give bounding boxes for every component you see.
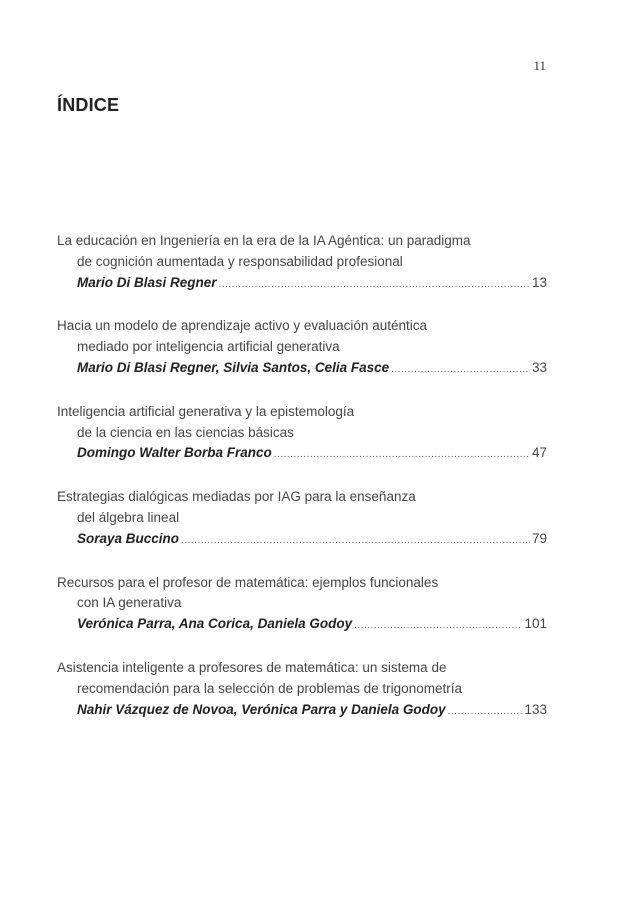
table-of-contents — [57, 231, 547, 743]
toc-entry[interactable] — [57, 402, 547, 466]
dot-leader — [354, 616, 522, 637]
entry-title-line: Recursos para el profesor de matemática: ejemplos funcionales — [57, 574, 439, 590]
author-line — [57, 443, 547, 466]
entry-page-number[interactable]: 133 — [524, 701, 547, 717]
entry-title-line: del álgebra lineal — [77, 509, 180, 525]
entry-authors: Mario Di Blasi Regner — [77, 274, 217, 290]
entry-page-number[interactable]: 47 — [531, 445, 547, 461]
page-title: ÍNDICE — [57, 95, 120, 115]
entry-title-line: Asistencia inteligente a profesores de matemática: un sistema de — [57, 659, 447, 675]
toc-entry[interactable] — [57, 316, 547, 380]
entry-authors: Domingo Walter Borba Franco — [77, 445, 272, 461]
entry-page-number[interactable]: 33 — [531, 359, 547, 375]
author-line — [57, 700, 547, 723]
dot-leader — [219, 275, 530, 296]
dot-leader — [448, 702, 523, 723]
entry-title-line: Hacia un modelo de aprendizaje activo y evaluación auténtica — [57, 318, 427, 334]
entry-title-line: mediado por inteligencia artificial generativa — [77, 339, 340, 355]
entry-title-line: La educación en Ingeniería en la era de la IA Agéntica: un paradigma — [57, 233, 471, 248]
toc-entry[interactable] — [57, 231, 547, 295]
entry-authors: Verónica Parra, Ana Corica, Daniela Godoy — [77, 616, 353, 632]
dot-leader — [391, 360, 530, 381]
page-number: 11 — [533, 58, 546, 73]
dot-leader — [274, 445, 530, 466]
entry-authors: Mario Di Blasi Regner, Silvia Santos, Celia Fasce — [77, 359, 390, 375]
toc-entry[interactable] — [57, 658, 547, 722]
entry-page-number[interactable]: 101 — [524, 616, 547, 632]
entry-page-number[interactable]: 13 — [531, 274, 547, 290]
author-line — [57, 529, 547, 552]
entry-page-number[interactable]: 79 — [531, 530, 547, 546]
author-line — [57, 614, 547, 637]
author-line — [57, 358, 547, 381]
entry-title-line: Inteligencia artificial generativa y la epistemología — [57, 403, 355, 419]
toc-entry[interactable] — [57, 573, 547, 637]
entry-title-line: de cognición aumentada y responsabilidad profesional — [77, 253, 403, 269]
entry-title-line: recomendación para la selección de problemas de trigonometría — [77, 680, 462, 696]
toc-entry[interactable] — [57, 487, 547, 551]
entry-title-line: de la ciencia en las ciencias básicas — [77, 424, 294, 440]
entry-title-line: Estrategias dialógicas mediadas por IAG para la enseñanza — [57, 489, 416, 505]
dot-leader — [181, 531, 530, 552]
entry-authors: Nahir Vázquez de Novoa, Verónica Parra y Daniela Godoy — [77, 701, 446, 717]
entry-authors: Soraya Buccino — [77, 530, 180, 546]
entry-title-line: con IA generativa — [77, 595, 182, 611]
author-line — [57, 273, 547, 296]
